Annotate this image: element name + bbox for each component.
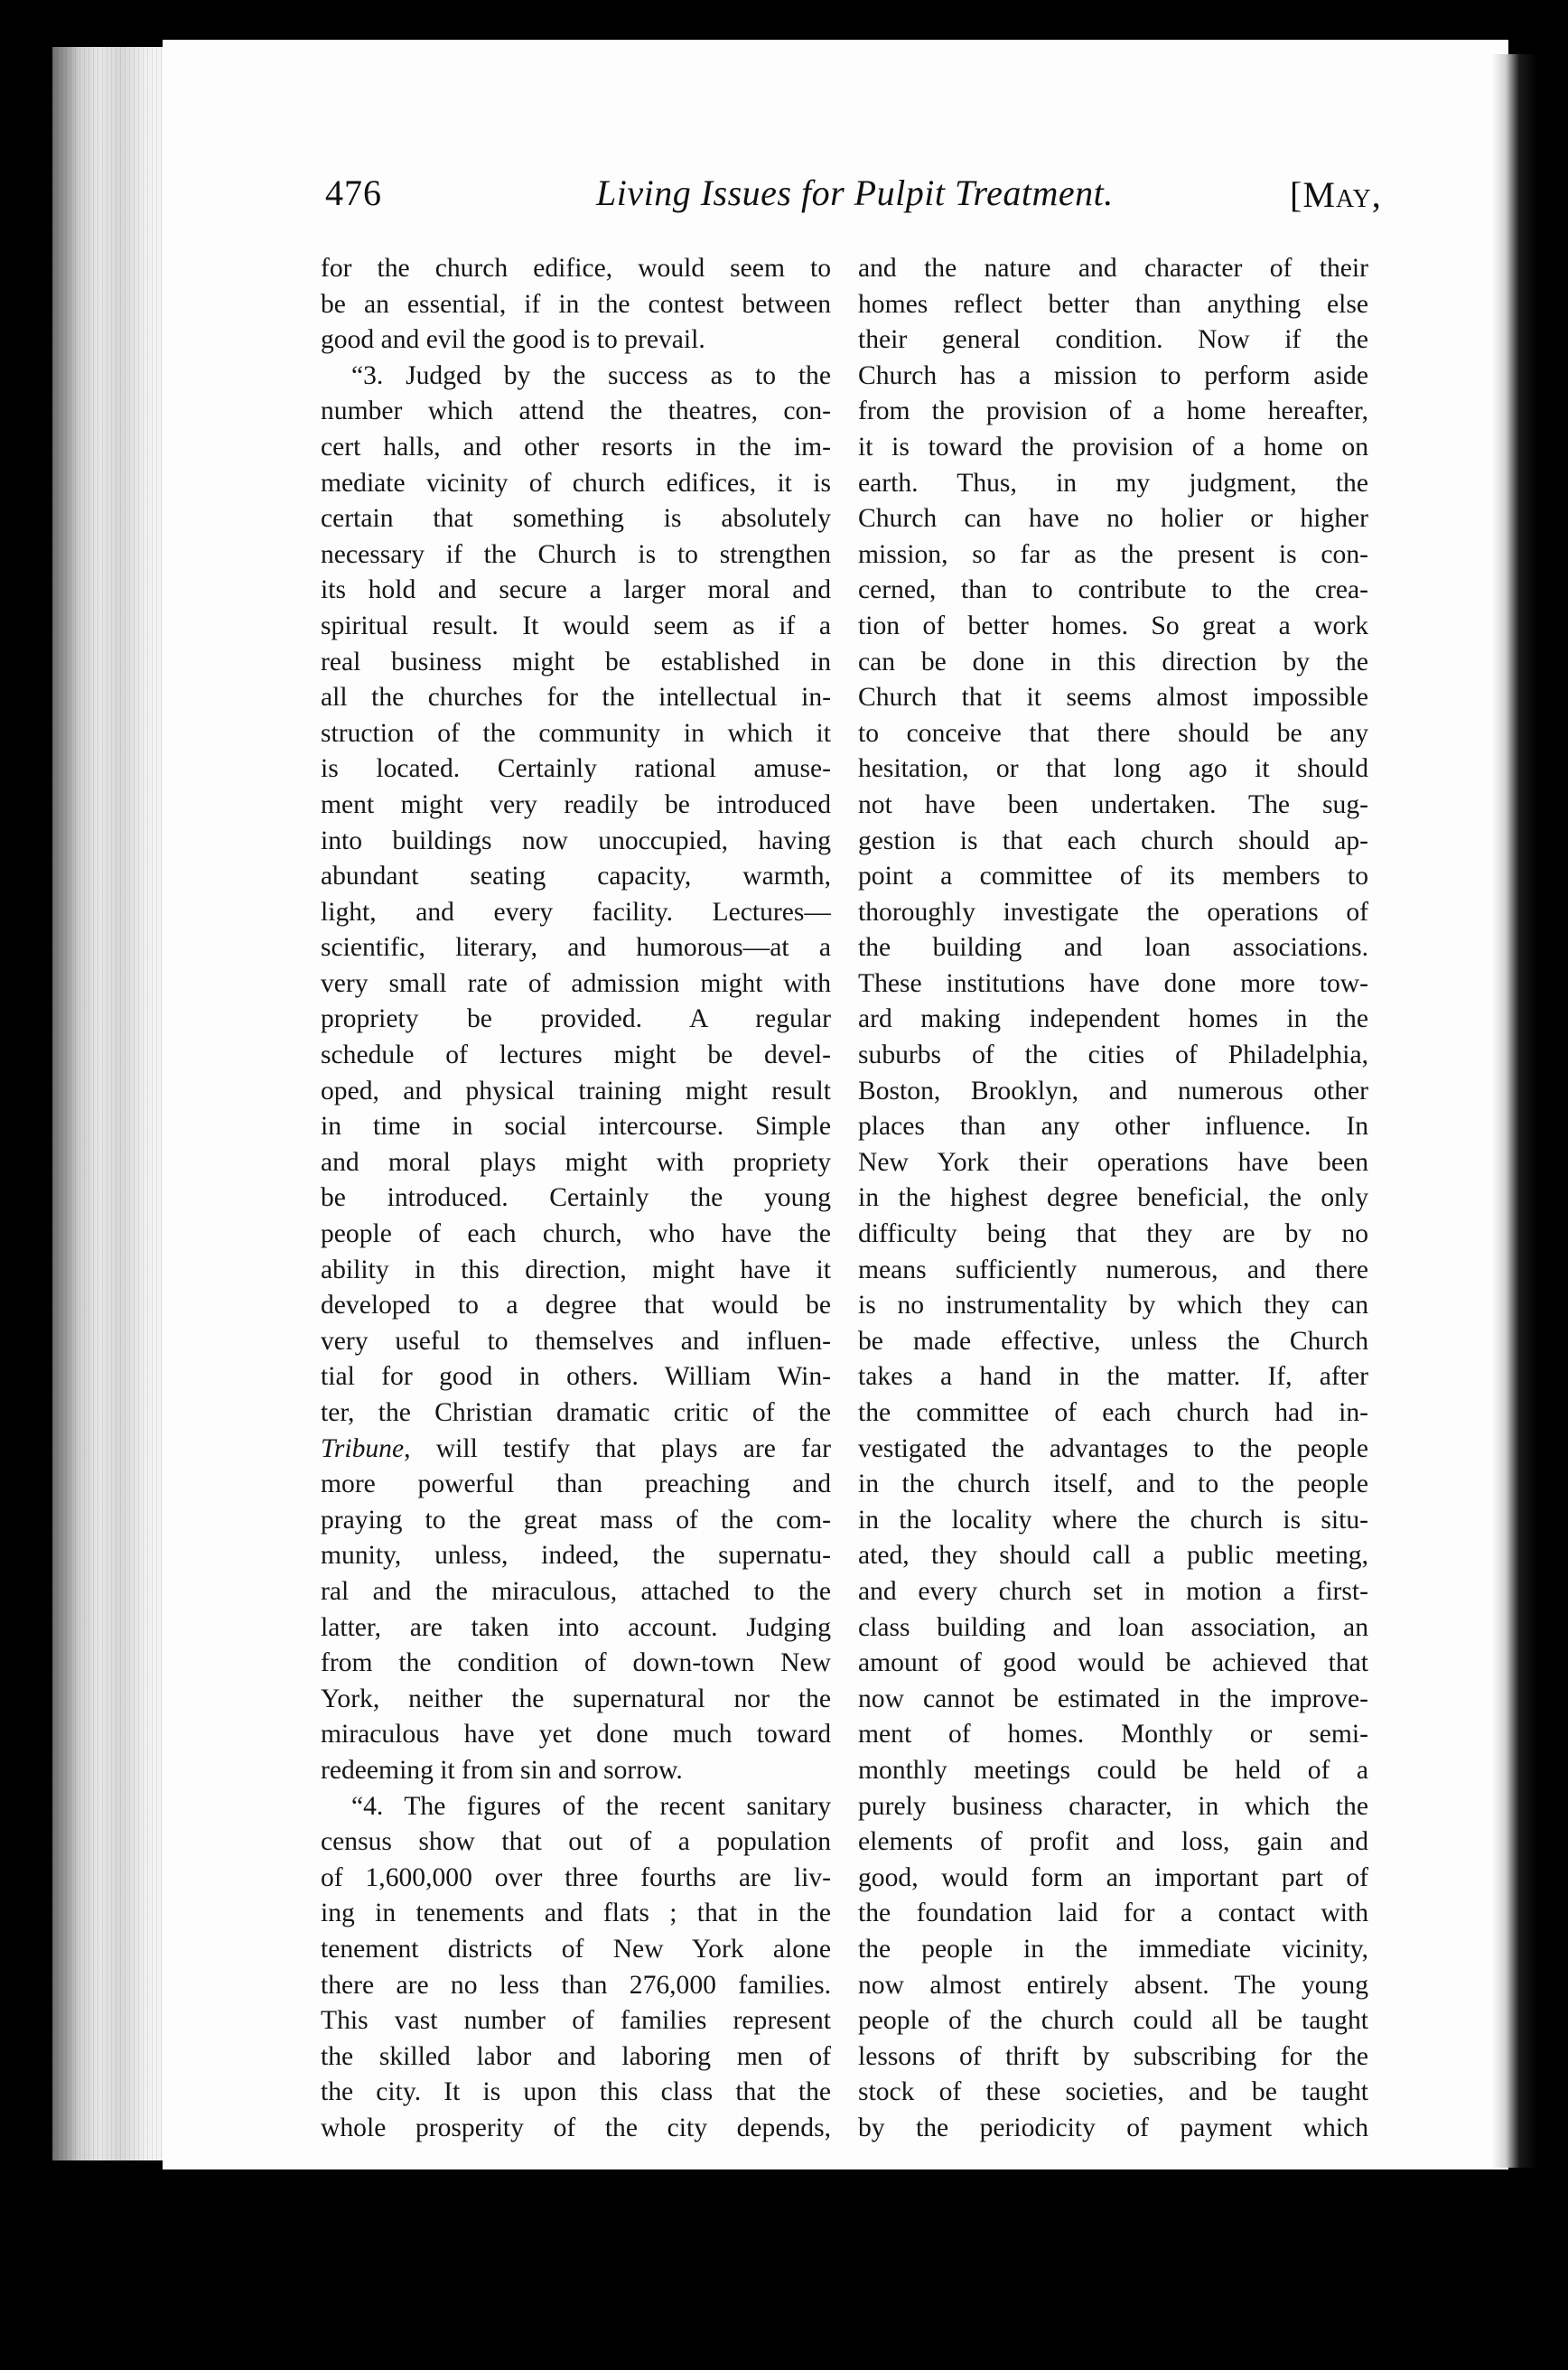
- text-line: earth. Thus, in my judgment, the: [858, 468, 1368, 498]
- text-line: developed to a degree that would be: [321, 1291, 831, 1320]
- text-line: difficulty being that they are by no: [858, 1219, 1368, 1249]
- text-line: ral and the miraculous, attached to the: [321, 1576, 831, 1606]
- text-line: by the periodicity of payment which: [858, 2113, 1368, 2142]
- text-line: and every church set in motion a first-: [858, 1576, 1368, 1606]
- text-line: lessons of thrift by subscribing for the: [858, 2041, 1368, 2071]
- text-line: amount of good would be achieved that: [858, 1648, 1368, 1678]
- text-line: praying to the great mass of the com-: [321, 1505, 831, 1535]
- text-line: to conceive that there should be any: [858, 718, 1368, 748]
- text-line: tenement districts of New York alone: [321, 1934, 831, 1964]
- text-line: number which attend the theatres, con-: [321, 397, 831, 426]
- text-line: places than any other influence. In: [858, 1112, 1368, 1142]
- text-line: is no instrumentality by which they can: [858, 1291, 1368, 1320]
- text-line: point a committee of its members to: [858, 862, 1368, 891]
- text-line: be made effective, unless the Church: [858, 1326, 1368, 1356]
- text-line: not have been undertaken. The sug-: [858, 789, 1368, 819]
- text-line: munity, unless, indeed, the supernatu-: [321, 1541, 831, 1571]
- text-line: now almost entirely absent. The young: [858, 1970, 1368, 2000]
- text-line: homes reflect better than anything else: [858, 289, 1368, 319]
- text-line: hesitation, or that long ago it should: [858, 754, 1368, 784]
- text-line: ing in tenements and flats ; that in the: [321, 1899, 831, 1928]
- text-line: people of the church could all be taught: [858, 2006, 1368, 2036]
- text-line: it is toward the provision of a home on: [858, 432, 1368, 462]
- text-line: miraculous have yet done much toward: [321, 1720, 831, 1750]
- text-line: ment might very readily be introduced: [321, 789, 831, 819]
- text-line: tial for good in others. William Win-: [321, 1362, 831, 1392]
- right-text-column: [858, 251, 1368, 2146]
- text-line: ard making independent homes in the: [858, 1004, 1368, 1034]
- text-line: cerned, than to contribute to the crea-: [858, 575, 1368, 605]
- text-line: scientific, literary, and humorous—at a: [321, 933, 831, 963]
- page-number: 476: [325, 173, 382, 213]
- text-line: means sufficiently numerous, and there: [858, 1255, 1368, 1284]
- text-line: struction of the community in which it: [321, 718, 831, 748]
- text-line: light, and every facility. Lectures—: [321, 897, 831, 927]
- running-head-title: Living Issues for Pulpit Treatment.: [596, 173, 1114, 213]
- text-line: purely business character, in which the: [858, 1791, 1368, 1821]
- text-line: ated, they should call a public meeting,: [858, 1541, 1368, 1571]
- text-line: all the churches for the intellectual in-: [321, 683, 831, 713]
- text-line: abundant seating capacity, warmth,: [321, 862, 831, 891]
- text-line: takes a hand in the matter. If, after: [858, 1362, 1368, 1392]
- text-line: of 1,600,000 over three fourths are liv-: [321, 1862, 831, 1892]
- text-line: in time in social intercourse. Simple: [321, 1112, 831, 1142]
- text-line: “3. Judged by the success as to the: [351, 360, 831, 390]
- text-line: their general condition. Now if the: [858, 325, 1368, 355]
- text-line: people of each church, who have the: [321, 1219, 831, 1249]
- text-line: New York their operations have been: [858, 1147, 1368, 1177]
- text-line: propriety be provided. A regular: [321, 1004, 831, 1034]
- text-line: Church can have no holier or higher: [858, 504, 1368, 534]
- text-line: the foundation laid for a contact with: [858, 1899, 1368, 1928]
- text-line: Church has a mission to perform aside: [858, 360, 1368, 390]
- text-line: and moral plays might with propriety: [321, 1147, 831, 1177]
- text-line: mission, so far as the present is con-: [858, 539, 1368, 569]
- text-line: the building and loan associations.: [858, 933, 1368, 963]
- text-line: its hold and secure a larger moral and: [321, 575, 831, 605]
- text-line: in the highest degree beneficial, the only: [858, 1183, 1368, 1213]
- text-line: there are no less than 276,000 families.: [321, 1970, 831, 2000]
- text-line: very small rate of admission might with: [321, 968, 831, 998]
- text-line: now cannot be estimated in the improve-: [858, 1684, 1368, 1713]
- text-line: into buildings now unoccupied, having: [321, 826, 831, 855]
- text-line: York, neither the supernatural nor the: [321, 1684, 831, 1713]
- text-line: These institutions have done more tow-: [858, 968, 1368, 998]
- text-line: the people in the immediate vicinity,: [858, 1934, 1368, 1964]
- text-line: is located. Certainly rational amuse-: [321, 754, 831, 784]
- text-line: whole prosperity of the city depends,: [321, 2113, 831, 2142]
- text-line: Church that it seems almost impossible: [858, 683, 1368, 713]
- text-line: for the church edifice, would seem to: [321, 254, 831, 283]
- text-line: from the condition of down-town New: [321, 1648, 831, 1678]
- text-line: more powerful than preaching and: [321, 1470, 831, 1499]
- text-line: very useful to themselves and influen-: [321, 1326, 831, 1356]
- text-line: census show that out of a population: [321, 1827, 831, 1857]
- text-line: ability in this direction, might have it: [321, 1255, 831, 1284]
- text-line: from the provision of a home hereafter,: [858, 397, 1368, 426]
- text-line: “4. The figures of the recent sanitary: [351, 1791, 831, 1821]
- text-line: cert halls, and other resorts in the im-: [321, 432, 831, 462]
- text-line: the city. It is upon this class that the: [321, 2077, 831, 2107]
- text-line: good, would form an important part of: [858, 1862, 1368, 1892]
- text-line: latter, are taken into account. Judging: [321, 1612, 831, 1642]
- text-line: class building and loan association, an: [858, 1612, 1368, 1642]
- text-line: real business might be established in: [321, 647, 831, 676]
- text-line: ter, the Christian dramatic critic of the: [321, 1398, 831, 1427]
- text-line: certain that something is absolutely: [321, 504, 831, 534]
- left-text-column: [321, 251, 831, 2146]
- text-line: ment of homes. Monthly or semi-: [858, 1720, 1368, 1750]
- running-head: [325, 172, 1382, 226]
- text-line: This vast number of families represent: [321, 2006, 831, 2036]
- text-line: schedule of lectures might be devel-: [321, 1040, 831, 1070]
- text-line: tion of better homes. So great a work: [858, 611, 1368, 640]
- book-binding-shadow: [1492, 54, 1537, 2168]
- text-line: the skilled labor and laboring men of: [321, 2041, 831, 2071]
- running-head-month: [May,: [1290, 174, 1382, 215]
- text-line: good and evil the good is to prevail.: [321, 325, 705, 355]
- text-line: oped, and physical training might result: [321, 1076, 831, 1106]
- text-line: Tribune, will testify that plays are far: [321, 1433, 831, 1463]
- text-line: redeeming it from sin and sorrow.: [321, 1755, 683, 1785]
- text-line: be an essential, if in the contest between: [321, 289, 831, 319]
- text-line: in the church itself, and to the people: [858, 1470, 1368, 1499]
- text-line: suburbs of the cities of Philadelphia,: [858, 1040, 1368, 1070]
- text-line: be introduced. Certainly the young: [321, 1183, 831, 1213]
- text-line: and the nature and character of their: [858, 254, 1368, 283]
- text-line: monthly meetings could be held of a: [858, 1755, 1368, 1785]
- text-line: stock of these societies, and be taught: [858, 2077, 1368, 2107]
- text-line: mediate vicinity of church edifices, it is: [321, 468, 831, 498]
- text-line: vestigated the advantages to the people: [858, 1433, 1368, 1463]
- text-line: thoroughly investigate the operations of: [858, 897, 1368, 927]
- text-line: can be done in this direction by the: [858, 647, 1368, 676]
- text-line: necessary if the Church is to strengthen: [321, 539, 831, 569]
- text-line: Boston, Brooklyn, and numerous other: [858, 1076, 1368, 1106]
- text-line: the committee of each church had in-: [858, 1398, 1368, 1427]
- text-line: spiritual result. It would seem as if a: [321, 611, 831, 640]
- text-line: in the locality where the church is situ-: [858, 1505, 1368, 1535]
- text-line: gestion is that each church should ap-: [858, 826, 1368, 855]
- text-line: elements of profit and loss, gain and: [858, 1827, 1368, 1857]
